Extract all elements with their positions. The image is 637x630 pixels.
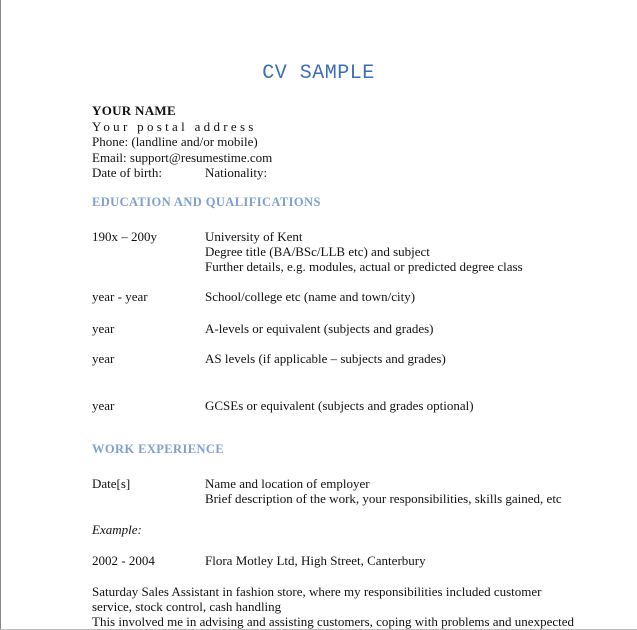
example-paragraph-line: This involved me in advising and assisting customers, coping with problems and unexpected <box>92 614 575 629</box>
education-detail: Degree title (BA/BSc/LLB etc) and subject <box>205 244 430 259</box>
education-detail: School/college etc (name and town/city) <box>205 289 416 304</box>
education-detail: A-levels or equivalent (subjects and grades) <box>205 321 434 336</box>
education-date: year <box>92 321 115 336</box>
document-title: CV SAMPLE <box>262 62 375 85</box>
education-date: year - year <box>92 289 148 304</box>
work-detail: Brief description of the work, your responsibilities, skills gained, etc <box>205 491 562 506</box>
education-date: year <box>92 351 115 366</box>
example-label: Example: <box>92 522 142 537</box>
education-detail: GCSEs or equivalent (subjects and grades optional) <box>205 398 474 413</box>
page-left-edge <box>0 0 1 630</box>
example-date: 2002 - 2004 <box>92 553 155 568</box>
education-detail: University of Kent <box>205 229 303 244</box>
work-detail: Name and location of employer <box>205 476 370 491</box>
cv-name: YOUR NAME <box>92 103 176 118</box>
education-detail: Further details, e.g. modules, actual or predicted degree class <box>205 259 523 274</box>
education-heading: EDUCATION AND QUALIFICATIONS <box>92 195 321 209</box>
education-date: year <box>92 398 115 413</box>
dob-label: Date of birth: <box>92 165 163 180</box>
education-date: 190x – 200y <box>92 229 157 244</box>
nationality-label: Nationality: <box>205 165 268 180</box>
postal-address: Your postal address <box>92 119 257 134</box>
example-paragraph-line: Saturday Sales Assistant in fashion store, where my responsibilities included customer <box>92 584 542 599</box>
work-heading: WORK EXPERIENCE <box>92 442 225 456</box>
example-employer: Flora Motley Ltd, High Street, Canterbury <box>205 553 426 568</box>
work-date: Date[s] <box>92 476 131 491</box>
email-line: Email: support@resumestime.com <box>92 150 273 165</box>
example-paragraph-line: service, stock control, cash handling <box>92 599 282 614</box>
education-detail: AS levels (if applicable – subjects and grades) <box>205 351 446 366</box>
phone-line: Phone: (landline and/or mobile) <box>92 134 258 149</box>
